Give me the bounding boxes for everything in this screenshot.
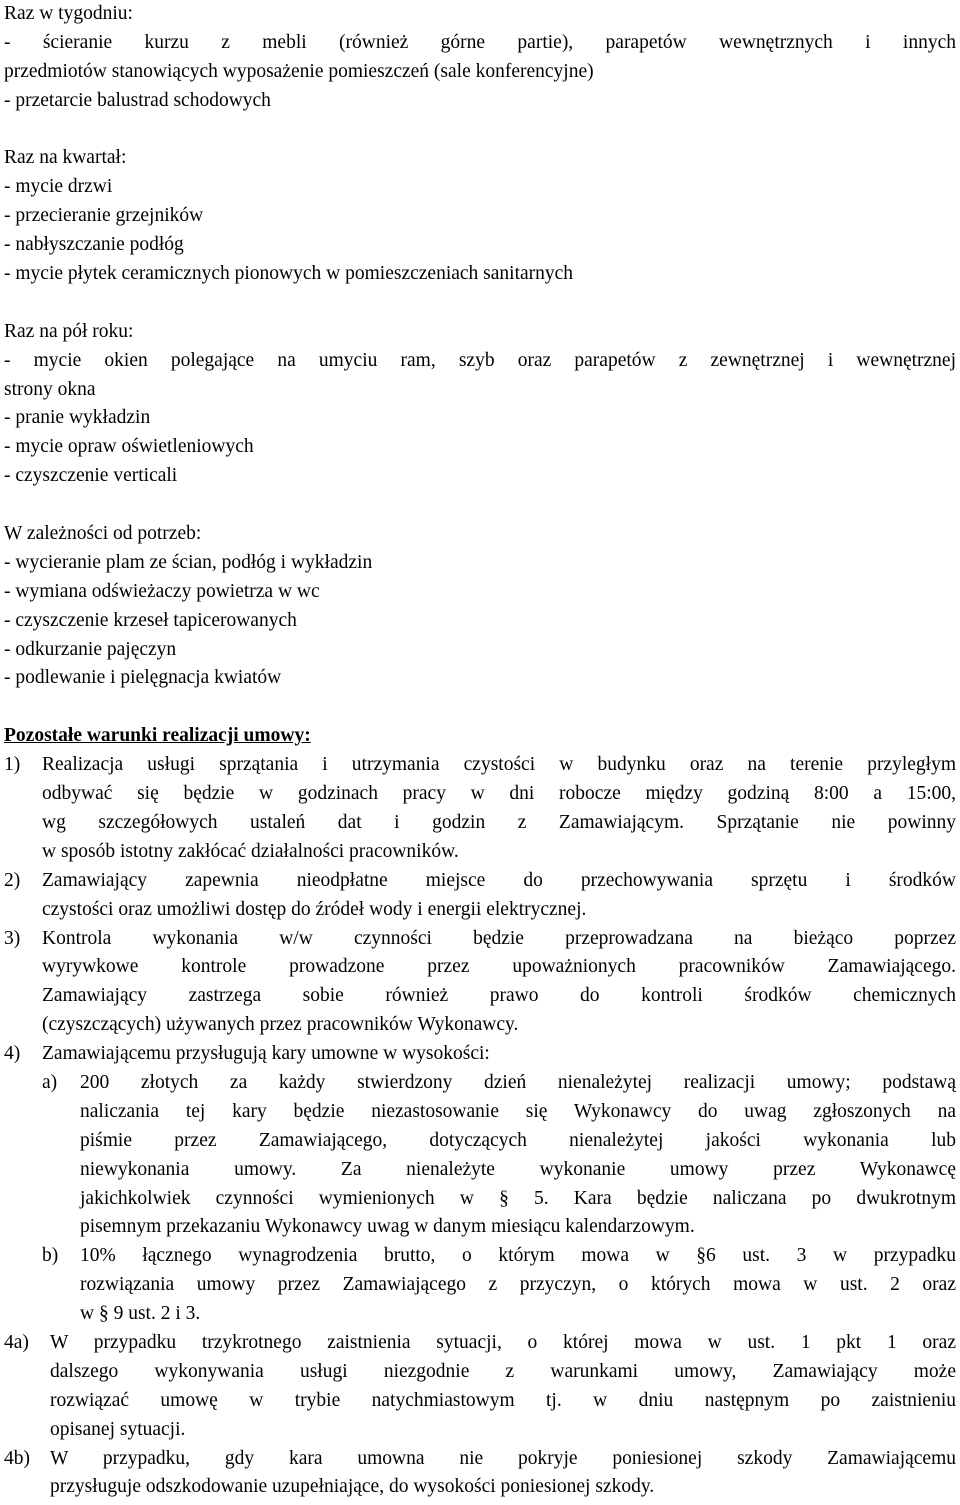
- condition-item-1: [4, 751, 956, 867]
- item-body: [42, 1040, 956, 1069]
- sub-item-line: niewykonania umowy. Za nienależyte wykonanie umowy przez Wykonawcę: [80, 1158, 956, 1180]
- item-number: 2): [4, 869, 21, 891]
- item-line: Zamawiającemu przysługują kary umowne w wysokości:: [42, 1043, 490, 1065]
- spacer: [4, 289, 956, 318]
- condition-item-4a: [4, 1329, 956, 1445]
- item-line: Kontrola wykonania w/w czynności będzie przeprowadzana na bieżąco poprzez: [42, 927, 956, 949]
- sub-item-letter: b): [42, 1245, 59, 1267]
- item-line: wg szczegółowych ustaleń dat i godzin z Zamawiającym. Sprzątanie nie powinny: [42, 811, 956, 833]
- as-needed-line: - odkurzanie pajęczyn: [4, 638, 177, 660]
- half-year-heading: Raz na pół roku:: [4, 320, 134, 342]
- item-line: odbywać się będzie w godzinach pracy w dni robocze między godziną 8:00 a 15:00,: [42, 783, 956, 805]
- item-line: W przypadku trzykrotnego zaistnienia sytuacji, o której mowa w ust. 1 pkt 1 oraz: [50, 1331, 956, 1353]
- spacer: [4, 116, 956, 145]
- sub-item-body: [80, 1069, 956, 1242]
- item-line: Zamawiający zastrzega sobie również prawo do kontroli środków chemicznych: [42, 985, 956, 1007]
- half-year-line: - mycie opraw oświetleniowych: [4, 436, 254, 458]
- weekly-line: przedmiotów stanowiących wyposażenie pomieszczeń (sale konferencyjne): [4, 60, 594, 82]
- item-line: W przypadku, gdy kara umowna nie pokryje poniesionej szkody Zamawiającemu: [50, 1447, 956, 1469]
- as-needed-line: - podlewanie i pielęgnacja kwiatów: [4, 667, 282, 689]
- condition-item-4b: [4, 1445, 956, 1503]
- item-line: dalszego wykonywania usługi niezgodnie z warunkami umowy, Zamawiający może: [50, 1360, 956, 1382]
- item-line: wyrywkowe kontrole prowadzone przez upoważnionych pracowników Zamawiającego.: [42, 956, 956, 978]
- as-needed-line: - wymiana odświeżaczy powietrza w wc: [4, 580, 320, 602]
- item-line: przysługuje odszkodowanie uzupełniające, do wysokości poniesionej szkody.: [50, 1476, 655, 1498]
- conditions-heading: Pozostałe warunki realizacji umowy:: [4, 725, 311, 747]
- as-needed-line: - czyszczenie krzeseł tapicerowanych: [4, 609, 297, 631]
- item-body: [42, 751, 956, 867]
- sub-item-line: 10% łącznego wynagrodzenia brutto, o którym mowa w §6 ust. 3 w przypadku: [80, 1245, 956, 1267]
- item-number: 4a): [4, 1331, 29, 1353]
- sub-item-line: pisemnym przekazaniu Wykonawcy uwag w danym miesiącu kalendarzowym.: [80, 1216, 695, 1238]
- item-body: [50, 1329, 956, 1445]
- item-number: 4): [4, 1043, 21, 1065]
- sub-item-line: jakichkolwiek czynności wymienionych w § 5. Kara będzie naliczana po dwukrotnym: [80, 1187, 956, 1209]
- item-line: Realizacja usługi sprzątania i utrzymania czystości w budynku oraz na terenie przyległym: [42, 754, 956, 776]
- quarterly-line: - przecieranie grzejników: [4, 205, 204, 227]
- item-body: [50, 1445, 956, 1503]
- quarterly-line: - nabłyszczanie podłóg: [4, 234, 184, 256]
- half-year-line: - pranie wykładzin: [4, 407, 151, 429]
- sub-item-line: naliczania tej kary będzie niezastosowanie się Wykonawcy do uwag zgłoszonych na: [80, 1100, 956, 1122]
- half-year-line: - czyszczenie verticali: [4, 465, 178, 487]
- condition-item-2: [4, 867, 956, 925]
- item-line: czystości oraz umożliwi dostęp do źródeł wody i energii elektrycznej.: [42, 898, 587, 920]
- item-body: [42, 925, 956, 1041]
- weekly-line: - przetarcie balustrad schodowych: [4, 89, 271, 111]
- item-number: 3): [4, 927, 21, 949]
- sub-item-line: 200 złotych za każdy stwierdzony dzień nienależytej realizacji umowy; podstawą: [80, 1071, 956, 1093]
- sub-item-letter: a): [42, 1071, 58, 1093]
- item-number: 4b): [4, 1447, 30, 1469]
- quarterly-line: - mycie drzwi: [4, 176, 113, 198]
- penalty-item-a: [42, 1069, 956, 1242]
- spacer: [4, 693, 956, 722]
- sub-item-line: rozwiązania umowy przez Zamawiającego z przyczyn, o których mowa w ust. 2 oraz: [80, 1274, 956, 1296]
- sub-item-line: w § 9 ust. 2 i 3.: [80, 1303, 201, 1325]
- quarterly-line: - mycie płytek ceramicznych pionowych w pomieszczeniach sanitarnych: [4, 263, 574, 285]
- as-needed-line: - wycieranie plam ze ścian, podłóg i wykładzin: [4, 551, 373, 573]
- as-needed-heading: W zależności od potrzeb:: [4, 523, 202, 545]
- penalty-item-b: [42, 1242, 956, 1329]
- item-number: 1): [4, 754, 21, 776]
- item-line: Zamawiający zapewnia nieodpłatne miejsce do przechowywania sprzętu i środków: [42, 869, 956, 891]
- weekly-heading: Raz w tygodniu:: [4, 3, 133, 24]
- weekly-line: - ścieranie kurzu z mebli (również górne partie), parapetów wewnętrznych i innych: [4, 31, 956, 53]
- item-body: [42, 867, 956, 925]
- condition-item-4: [4, 1040, 956, 1069]
- half-year-line: - mycie okien polegające na umyciu ram, szyb oraz parapetów z zewnętrznej i wewnętrznej: [4, 349, 956, 371]
- sub-item-body: [80, 1242, 956, 1329]
- half-year-line: strony okna: [4, 378, 96, 400]
- item-line: rozwiązać umowę w trybie natychmiastowym tj. w dniu następnym po zaistnieniu: [50, 1389, 956, 1411]
- sub-item-line: piśmie przez Zamawiającego, dotyczących nienależytej jakości wykonania lub: [80, 1129, 956, 1151]
- item-line: opisanej sytuacji.: [50, 1418, 186, 1440]
- spacer: [4, 491, 956, 520]
- quarterly-heading: Raz na kwartał:: [4, 147, 127, 169]
- item-line: (czyszczących) używanych przez pracowników Wykonawcy.: [42, 1014, 519, 1036]
- item-line: w sposób istotny zakłócać działalności pracowników.: [42, 840, 459, 862]
- condition-item-3: [4, 925, 956, 1041]
